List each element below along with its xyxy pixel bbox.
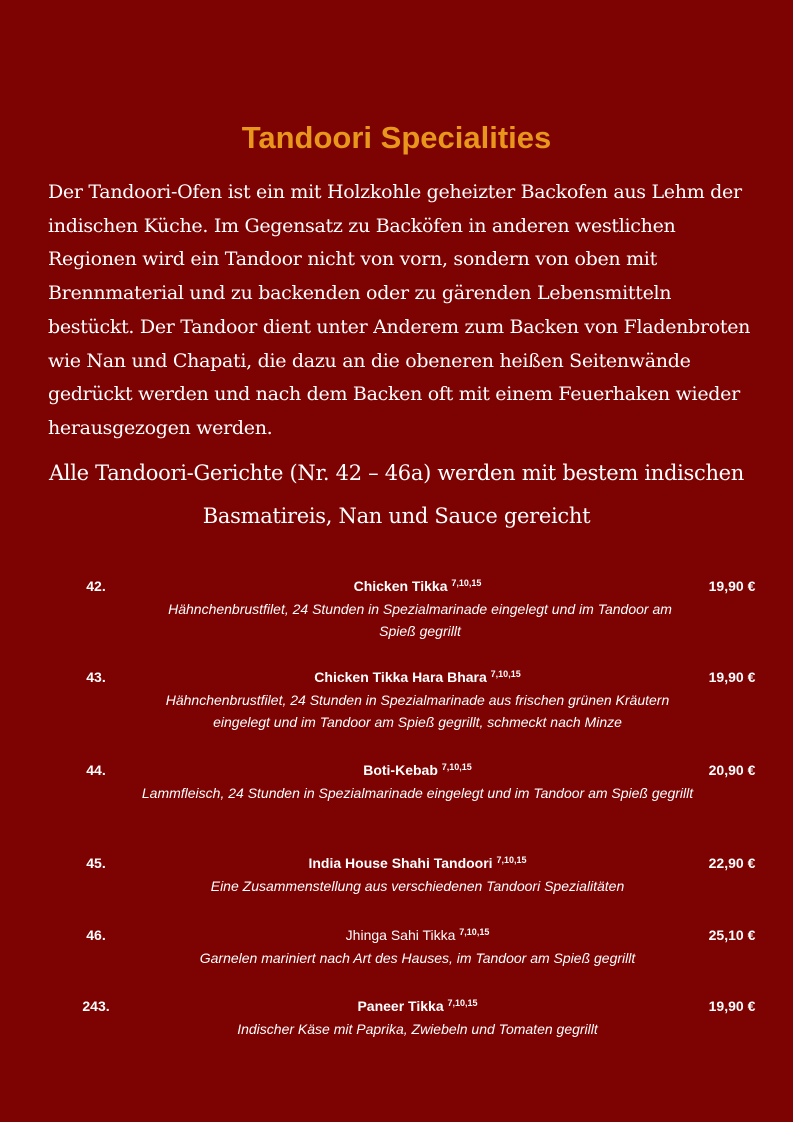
item-name: Jhinga Sahi Tikka [345, 927, 456, 943]
item-number: 243. [82, 998, 110, 1014]
item-price: 19,90 € [708, 578, 756, 594]
item-number: 42. [86, 578, 106, 594]
intro-paragraph: Der Tandoori-Ofen ist ein mit Holzkohle geheizter Backofen aus Lehm der indischen Küche. Im Gegensatz zu Backöfen in anderen westlichen Regionen wird ein Tandoor nicht von vorn, sondern von oben mit Brennmaterial und zu backenden oder zu gärenden Lebensmitteln bestückt. Der Tandoor dient unter Anderem zum Backen von Fladenbroten wie Nan und Chapati, die dazu an die obeneren heißen Seitenwände gedrückt werden und nach dem Backen oft mit einem Feuerhaken wieder herausgezogen werden. [48, 181, 751, 439]
allergen-codes: 7,10,15 [459, 927, 490, 937]
item-price: 19,90 € [708, 669, 756, 685]
item-name-wrapper [150, 578, 685, 594]
allergen-codes: 7,10,15 [441, 762, 472, 772]
allergen-codes: 7,10,15 [451, 578, 482, 588]
page-title: Tandoori Specialities [241, 120, 552, 155]
item-description: Eine Zusammenstellung aus verschiedenen Tandoori Spezialitäten [210, 878, 625, 894]
item-name: Chicken Tikka Hara Bhara [314, 669, 487, 685]
item-number: 43. [86, 669, 106, 685]
item-name-wrapper [150, 998, 685, 1014]
allergen-codes: 7,10,15 [490, 669, 521, 679]
item-name: India House Shahi Tandoori [308, 855, 493, 871]
item-description: Lammfleisch, 24 Stunden in Spezialmarinade eingelegt und im Tandoor am Spieß gegrillt [141, 785, 694, 801]
menu-item-243 [0, 998, 793, 1068]
item-number: 45. [86, 855, 106, 871]
item-description: Hähnchenbrustfilet, 24 Stunden in Spezialmarinade aus frischen grünen Kräutern eingelegt und im Tandoor am Spieß gegrillt, schmeckt nach Minze [165, 692, 670, 730]
item-description: Garnelen mariniert nach Art des Hauses, im Tandoor am Spieß gegrillt [199, 950, 636, 966]
item-price: 22,90 € [708, 855, 756, 871]
item-name-wrapper [150, 762, 685, 778]
item-description: Hähnchenbrustfilet, 24 Stunden in Spezialmarinade eingelegt und im Tandoor am Spieß gegrillt [168, 601, 672, 639]
item-name: Boti-Kebab [363, 762, 438, 778]
item-price: 25,10 € [708, 927, 756, 943]
menu-item-46 [0, 927, 793, 997]
allergen-codes: 7,10,15 [496, 855, 527, 865]
menu-item-44 [0, 762, 793, 832]
item-number: 46. [86, 927, 106, 943]
item-name-wrapper [150, 927, 685, 943]
item-price: 19,90 € [708, 998, 756, 1014]
item-number: 44. [86, 762, 106, 778]
item-name: Paneer Tikka [357, 998, 444, 1014]
item-price: 20,90 € [708, 762, 756, 778]
item-name-wrapper [150, 855, 685, 871]
item-name-wrapper [150, 669, 685, 685]
item-name: Chicken Tikka [353, 578, 448, 594]
menu-item-45 [0, 855, 793, 925]
allergen-codes: 7,10,15 [447, 998, 478, 1008]
menu-item-42 [0, 578, 793, 648]
serving-notice: Alle Tandoori-Gerichte (Nr. 42 – 46a) werden mit bestem indischen Basmatireis, Nan und Sauce gereicht [48, 461, 745, 528]
menu-item-43 [0, 669, 793, 739]
item-description: Indischer Käse mit Paprika, Zwiebeln und Tomaten gegrillt [237, 1021, 598, 1037]
